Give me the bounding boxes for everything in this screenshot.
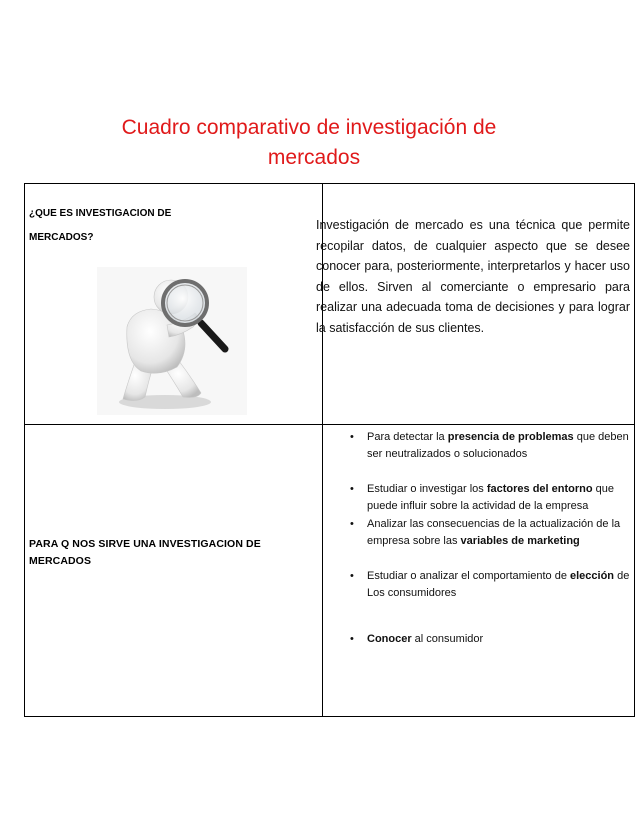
item-emphasis: Conocer <box>367 633 412 645</box>
item-text: al consumidor <box>411 633 484 645</box>
row-divider <box>25 424 634 425</box>
item-emphasis: presencia de problemas <box>447 431 574 443</box>
title-line-2: mercados <box>267 146 361 169</box>
person-with-magnifying-glass-icon <box>97 267 247 415</box>
purpose-list <box>345 427 635 648</box>
item-text: Analizar las consecuencias de la actualización de la empresa sobre las <box>367 518 621 547</box>
answer-what-is: Investigación de mercado es una técnica que permite recopilar datos, de cualquier aspecto que se desee conocer para, posteriormente, interpretarlos y hacer uso de ellos. Sirven al comerciante o empresario para realizar una adecuada toma de decisiones y para lograr la satisfacción de sus clientes. <box>316 218 630 335</box>
item-emphasis: factores del entorno <box>486 483 593 495</box>
question-what-is <box>29 208 314 244</box>
list-item <box>345 631 635 648</box>
item-emphasis: variables de marketing <box>460 534 580 547</box>
document-title <box>0 113 638 173</box>
item-text: Estudiar o investigar los <box>367 483 487 495</box>
list-item <box>345 568 635 601</box>
item-text: que puede influir sobre la actividad de la empresa <box>367 483 615 512</box>
item-text: Para detectar la <box>367 431 448 443</box>
list-item <box>345 516 635 549</box>
bullet-icon: • <box>350 431 354 443</box>
bullet-icon: • <box>350 518 354 530</box>
bullet-icon: • <box>350 633 354 645</box>
bullet-icon: • <box>350 483 354 495</box>
question-what-is-line-1: ¿QUE ES INVESTIGACION DE <box>29 208 172 219</box>
item-text: de Los consumidores <box>367 570 630 599</box>
list-item <box>345 481 635 514</box>
question-what-is-line-2: MERCADOS? <box>29 232 94 243</box>
item-text: Estudiar o analizar el comportamiento de <box>367 570 570 582</box>
question-purpose: PARA Q NOS SIRVE UNA INVESTIGACION DE MERCADOS <box>29 538 261 567</box>
comparison-table <box>24 183 635 717</box>
item-text: que deben ser neutralizados o solucionados <box>367 431 629 460</box>
list-item <box>345 429 635 462</box>
title-line-1: Cuadro comparativo de investigación de <box>121 116 497 139</box>
item-emphasis: elección <box>570 570 615 582</box>
bullet-icon: • <box>350 570 354 582</box>
